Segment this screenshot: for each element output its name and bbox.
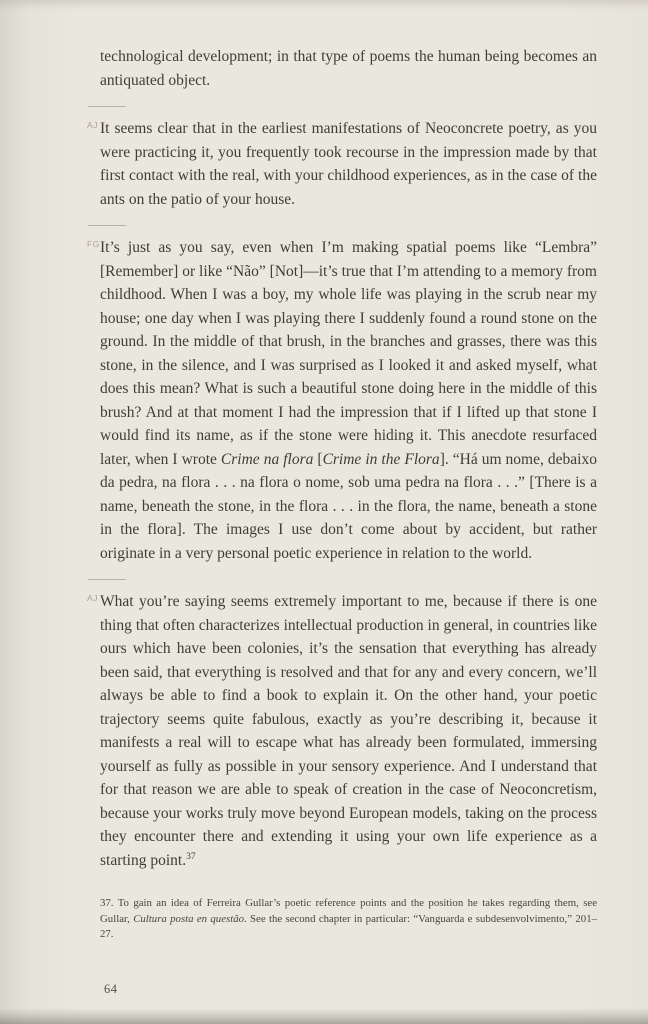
text-run: 37. To gain an idea of Ferreira Gullar’s poetic reference points and the position he takes regarding them, see Gullar, (100, 897, 597, 925)
page-content (87, 0, 597, 943)
italic-text-run: Crime na flora (220, 450, 314, 468)
footnote (100, 896, 597, 943)
italic-text-run: Cultura posta en questão (133, 912, 244, 925)
paragraph-text (100, 45, 597, 92)
speaker-label: AJ (87, 120, 99, 130)
page-number: 64 (104, 982, 118, 996)
text-run: [ (313, 450, 323, 468)
turn-text (100, 590, 597, 872)
speaker-divider (88, 579, 126, 580)
speaker-label: FG (87, 239, 101, 249)
text-run: . See the second chapter in particular: “Vanguarda e subdesenvolvimento,” 201–27. (100, 912, 597, 940)
text-run: It’s just as you say, even when I’m making spatial poems like “Lembra” [Remember] or like “Não” [Not]—it’s true that I’m attending to a memory from childhood. When I was a boy, my whole life was playing in the scrub near my house; one day when I was playing there I suddenly found a round stone on the ground. In the middle of that brush, in the branches and grasses, there was this stone, in the silence, and I was surprised as I looked it and asked myself, what does this mean? What is such a beautiful stone doing here in the middle of this brush? And at that moment I had the impression that if I lifted up that stone I would find its name, as if the stone were hiding it. This anecdote resurfaced later, when I wrote (100, 239, 597, 468)
text-run: technological development; in that type of poems the human being becomes an antiquated object. (100, 48, 597, 89)
italic-text-run: Crime in the Flora (322, 450, 440, 468)
text-run: ]. “Há um nome, debaixo da pedra, na flora . . . na flora o nome, sob uma pedra na flora . . .” [There is a name, beneath the stone, in the flora . . . in the flora, the name, beneath a stone in the flora]. The images I use don’t come about by accident, but rather originate in a very personal poetic experience in relation to the world. (100, 450, 597, 562)
footnote-reference: 37 (186, 851, 196, 862)
text-run: It seems clear that in the earliest manifestations of Neoconcrete poetry, as you were practicing it, you frequently took recourse in the impression made by that first contact with the real, with your childhood experiences, as in the case of the ants on the patio of your house. (100, 120, 597, 208)
page-bottom-edge (0, 1008, 648, 1024)
dialogue-turn (87, 106, 597, 211)
text-run: What you’re saying seems extremely important to me, because if there is one thing that often characterizes intellectual production in general, in countries like ours which have been colonies, it’s the sensation that everything has already been said, that everything is resolved and that for any and every concern, we’ll always be able to find a book to explain it. On the other hand, your poetic trajectory seems quite fabulous, exactly as you’re describing it, because it manifests a real will to escape what has already been formulated, immersing yourself as fully as possible in your sensory experience. And I understand that for that reason we are able to speak of creation in the case of Neoconcretism, because your works truly move beyond European models, taking on the process they encounter there and extending it using your own life experience as a starting point. (100, 593, 597, 869)
paragraph-continuation (100, 0, 597, 92)
turn-text (100, 236, 597, 565)
speaker-divider (88, 225, 126, 226)
turn-text (100, 117, 597, 211)
speaker-label: AJ (87, 593, 99, 603)
speaker-divider (88, 106, 126, 107)
dialogue-turn (87, 579, 597, 872)
dialogue-turn (87, 225, 597, 565)
